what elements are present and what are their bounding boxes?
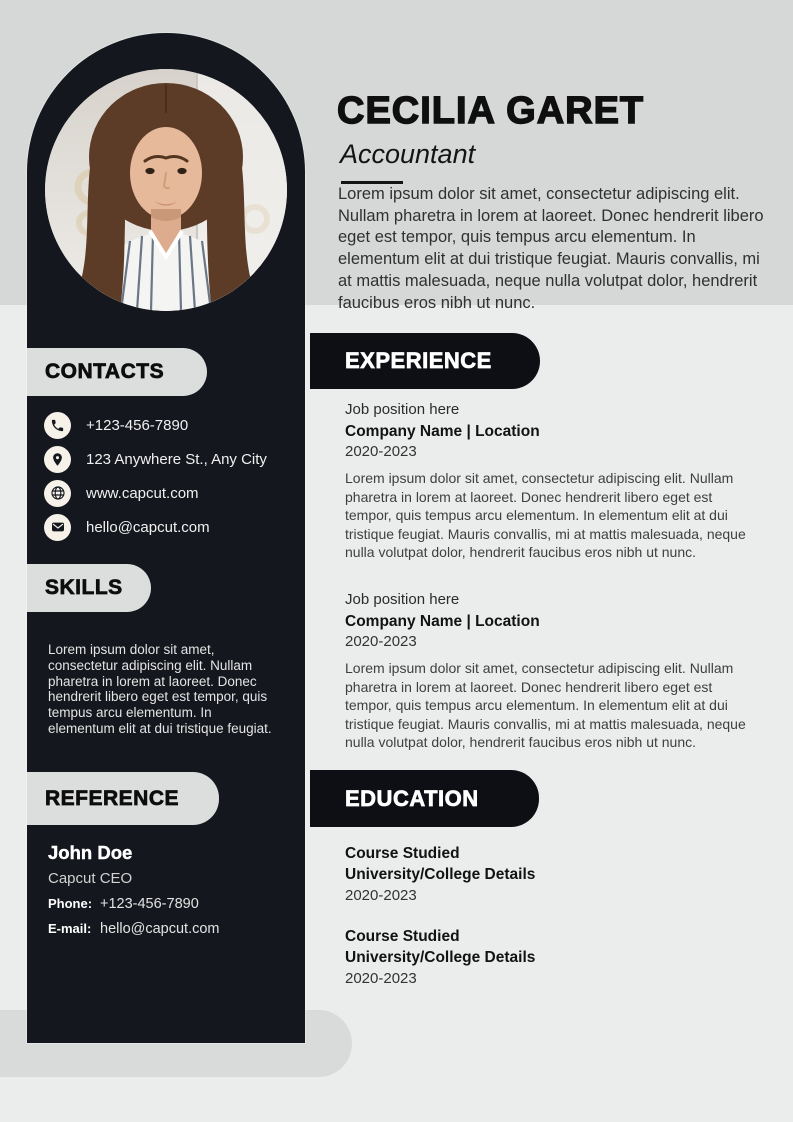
profile-photo xyxy=(45,69,287,311)
reference-phone-label: Phone: xyxy=(48,896,93,911)
school-name: University/College Details xyxy=(345,949,536,966)
globe-icon xyxy=(44,480,71,507)
contact-item xyxy=(44,510,294,544)
reference-heading-label: REFERENCE xyxy=(45,786,180,810)
email-icon xyxy=(44,514,71,541)
contact-item xyxy=(44,408,294,442)
course-name: Course Studied xyxy=(345,928,460,945)
job-position: Job position here xyxy=(345,401,460,418)
job-description: Lorem ipsum dolor sit amet, consectetur adipiscing elit. Nullam pharetra in lorem at laoreet. Donec hendrerit libero eget est tempor, quis tempus arcu elementum. In elementum elit at dui tristique feugiat. Mauris convallis, mi at mattis malesuada, neque nulla volutpat dolor, hendrerit faucibus eros nibh ut nunc. xyxy=(345,470,746,560)
page-title: CECILIA GARET xyxy=(337,90,645,132)
contacts-heading-label: CONTACTS xyxy=(45,360,165,383)
job-position: Job position here xyxy=(345,591,460,608)
education-dates: 2020-2023 xyxy=(345,970,417,987)
profile-summary: Lorem ipsum dolor sit amet, consectetur adipiscing elit. Nullam pharetra in lorem at laoreet. Donec hendrerit libero eget est tempor, quis tempus arcu elementum. In elementum elit at dui tristique feugiat. Mauris convallis, mi at mattis malesuada, neque nulla volutpat dolor, hendrerit faucibus eros nibh ut nunc. xyxy=(338,185,764,312)
reference-role: Capcut CEO xyxy=(48,870,133,887)
reference-email-value: hello@capcut.com xyxy=(100,921,220,937)
company-name: Company Name | Location xyxy=(345,613,540,630)
experience-entry xyxy=(345,590,759,752)
skills-section-header xyxy=(27,564,151,612)
experience-section-header xyxy=(310,333,540,389)
reference-section-header xyxy=(27,772,219,825)
reference-block xyxy=(48,842,288,937)
job-dates: 2020-2023 xyxy=(345,633,417,650)
reference-email-row xyxy=(48,921,288,937)
contact-list xyxy=(44,408,294,544)
education-section-header xyxy=(310,770,539,827)
skills-heading-label: SKILLS xyxy=(45,576,123,599)
job-description: Lorem ipsum dolor sit amet, consectetur adipiscing elit. Nullam pharetra in lorem at laoreet. Donec hendrerit libero eget est tempor, quis tempus arcu elementum. In elementum elit at dui tristique feugiat. Mauris convallis, mi at mattis malesuada, neque nulla volutpat dolor, hendrerit faucibus eros nibh ut nunc. xyxy=(345,660,746,750)
phone-icon xyxy=(44,412,71,439)
sidebar xyxy=(27,33,305,1043)
contact-email[interactable]: hello@capcut.com xyxy=(86,518,210,536)
reference-phone-value: +123-456-7890 xyxy=(100,896,199,912)
reference-email-label: E-mail: xyxy=(48,921,92,936)
profile-job-title: Accountant xyxy=(340,139,476,169)
company-name: Company Name | Location xyxy=(345,423,540,440)
education-entry xyxy=(345,843,759,906)
education-dates: 2020-2023 xyxy=(345,887,417,904)
reference-name: John Doe xyxy=(48,842,133,863)
education-entry xyxy=(345,926,759,989)
contact-item xyxy=(44,476,294,510)
education-heading-label: EDUCATION xyxy=(345,785,479,811)
skills-text: Lorem ipsum dolor sit amet, consectetur adipiscing elit. Nullam pharetra in lorem at laoreet. Donec hendrerit libero eget est tempor, quis tempus arcu elementum. In elementum elit at dui tristique feugiat. xyxy=(48,642,272,736)
contact-phone: +123-456-7890 xyxy=(86,416,189,434)
job-dates: 2020-2023 xyxy=(345,443,417,460)
experience-heading-label: EXPERIENCE xyxy=(345,348,492,373)
reference-phone-row xyxy=(48,896,288,912)
experience-entry xyxy=(345,400,759,562)
portrait-illustration xyxy=(45,69,287,311)
contacts-section-header xyxy=(27,348,207,396)
course-name: Course Studied xyxy=(345,845,460,862)
location-icon xyxy=(44,446,71,473)
contact-item xyxy=(44,442,294,476)
contact-website[interactable]: www.capcut.com xyxy=(86,484,199,502)
contact-address: 123 Anywhere St., Any City xyxy=(86,450,267,468)
school-name: University/College Details xyxy=(345,866,536,883)
